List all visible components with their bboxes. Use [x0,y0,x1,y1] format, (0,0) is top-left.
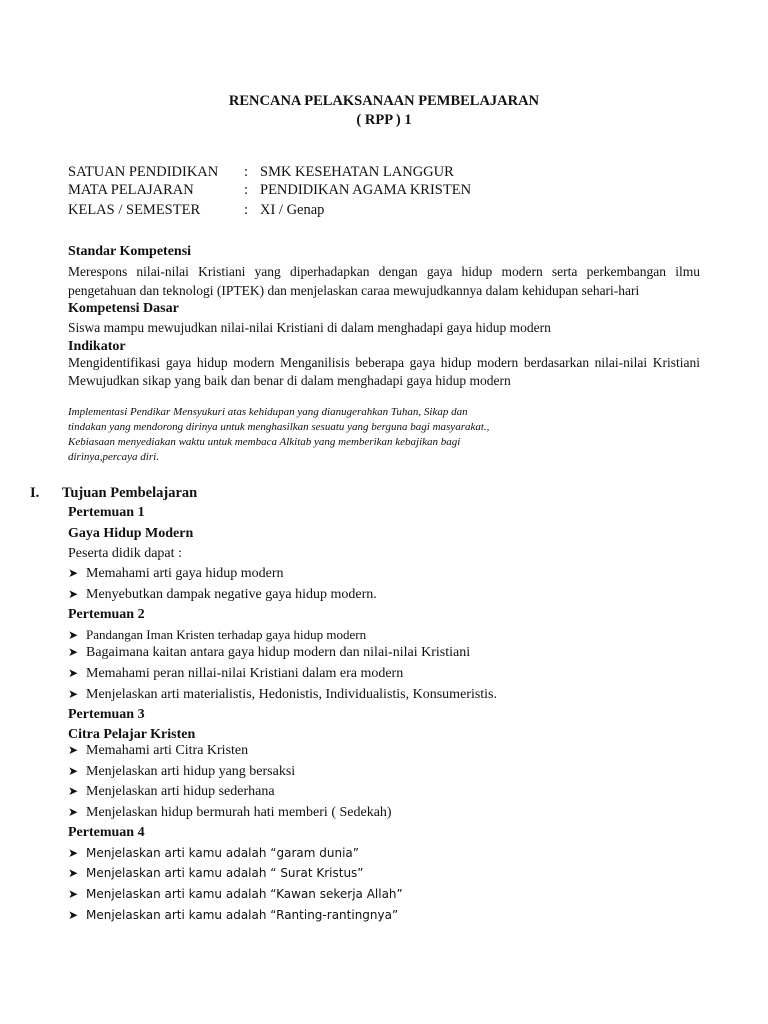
list-item-text: Menjelaskan arti kamu adalah “garam dunia” [86,846,359,860]
arrow-bullet-icon: ➤ [68,887,79,901]
arrow-bullet-icon: ➤ [68,566,79,580]
list-item-text: Menjelaskan arti kamu adalah “ Surat Kristus” [86,866,364,880]
list-item [68,764,295,780]
list-item-text: Memahami arti gaya hidup modern [86,566,284,581]
list-item-text: Menjelaskan arti kamu adalah “Ranting-rantingnya” [86,908,399,922]
list-item-text: Menyebutkan dampak negative gaya hidup modern. [86,587,377,602]
list-item-text: Menjelaskan arti materialistis, Hedonistis, Individualistis, Konsumeristis. [86,687,498,702]
pertemuan-1-intro: Peserta didik dapat : [68,546,182,561]
arrow-bullet-icon: ➤ [68,764,79,778]
list-item [68,566,284,582]
info-value: XI / Genap [260,202,325,218]
section-number: I. [30,485,40,501]
document-subtitle: ( RPP ) 1 [356,112,412,128]
kompetensi-line: Siswa mampu mewujudkan nilai-nilai Kristiani di dalam menghadapi gaya hidup modern [68,320,551,335]
list-item [68,784,275,800]
info-colon: : [244,202,249,218]
list-item [68,805,392,821]
pertemuan-1-heading: Pertemuan 1 [68,505,145,520]
arrow-bullet-icon: ➤ [68,866,79,880]
arrow-bullet-icon: ➤ [68,628,79,642]
list-item-text: Pandangan Iman Kristen terhadap gaya hidup modern [86,627,367,642]
list-item-text: Bagaimana kaitan antara gaya hidup modern dan nilai-nilai Kristiani [86,645,471,660]
list-item-text: Menjelaskan hidup bermurah hati memberi ( Sedekah) [86,805,392,820]
arrow-bullet-icon: ➤ [68,908,79,922]
arrow-bullet-icon: ➤ [68,587,79,601]
info-colon: : [244,164,249,180]
pertemuan-3-subheading: Citra Pelajar Kristen [68,727,196,742]
indikator-line: Mengidentifikasi gaya hidup modern Menganilisis beberapa gaya hidup modern berdasarkan nilai-nilai Kristiani [68,355,700,370]
info-row-mapel [68,182,471,199]
list-item [68,908,398,922]
list-item [68,587,377,603]
indikator-heading: Indikator [68,339,126,354]
implementasi-note: tindakan yang mendorong dirinya untuk menghasilkan sesuatu yang berguna bagi masyarakat., [68,421,490,433]
pertemuan-2-heading: Pertemuan 2 [68,607,145,622]
list-item-text: Memahami arti Citra Kristen [86,743,249,758]
list-item-text: Memahami peran nillai-nilai Kristiani dalam era modern [86,666,404,681]
pertemuan-4-heading: Pertemuan 4 [68,825,145,840]
list-item [68,687,497,703]
info-label: MATA PELAJARAN [68,182,194,198]
info-row-kelas [68,202,324,219]
info-label: SATUAN PENDIDIKAN [68,164,219,180]
list-item [68,866,364,880]
arrow-bullet-icon: ➤ [68,687,79,701]
info-label: KELAS / SEMESTER [68,202,201,218]
standar-line: Merespons nilai-nilai Kristiani yang diperhadapkan dengan gaya hidup modern serta perkembangan ilmu [68,264,700,279]
arrow-bullet-icon: ➤ [68,743,79,757]
list-item [68,666,403,682]
list-item [68,743,248,759]
info-value: SMK KESEHATAN LANGGUR [260,164,454,180]
list-item-text: Menjelaskan arti hidup yang bersaksi [86,764,296,779]
arrow-bullet-icon: ➤ [68,784,79,798]
implementasi-note: dirinya,percaya diri. [68,451,159,463]
implementasi-note: Kebiasaan menyediakan waktu untuk membaca Alkitab yang memberikan kebajikan bagi [68,436,461,448]
pertemuan-1-subheading: Gaya Hidup Modern [68,526,194,541]
standar-heading: Standar Kompetensi [68,244,192,259]
arrow-bullet-icon: ➤ [68,846,79,860]
arrow-bullet-icon: ➤ [68,666,79,680]
kompetensi-heading: Kompetensi Dasar [68,301,179,316]
list-item-text: Menjelaskan arti kamu adalah “Kawan sekerja Allah” [86,887,403,901]
arrow-bullet-icon: ➤ [68,805,79,819]
list-item [68,645,470,661]
list-item [68,887,403,901]
list-item [68,627,366,643]
info-value: PENDIDIKAN AGAMA KRISTEN [260,182,472,198]
section-title: Tujuan Pembelajaran [62,485,198,501]
standar-line: pengetahuan dan teknologi (IPTEK) dan menjelaskan caraa mewujudkannya dalam kehidupan sehari-hari [68,283,640,298]
document-title: RENCANA PELAKSANAAN PEMBELAJARAN [228,93,540,109]
list-item-text: Menjelaskan arti hidup sederhana [86,784,275,799]
info-colon: : [244,182,249,198]
implementasi-note: Implementasi Pendikar Mensyukuri atas kehidupan yang dianugerahkan Tuhan, Sikap dan [68,406,468,418]
indikator-line: Mewujudkan sikap yang baik dan benar di dalam menghadapi gaya hidup modern [68,373,511,388]
list-item [68,846,359,860]
arrow-bullet-icon: ➤ [68,645,79,659]
pertemuan-3-heading: Pertemuan 3 [68,707,145,722]
info-row-satuan [68,164,454,181]
